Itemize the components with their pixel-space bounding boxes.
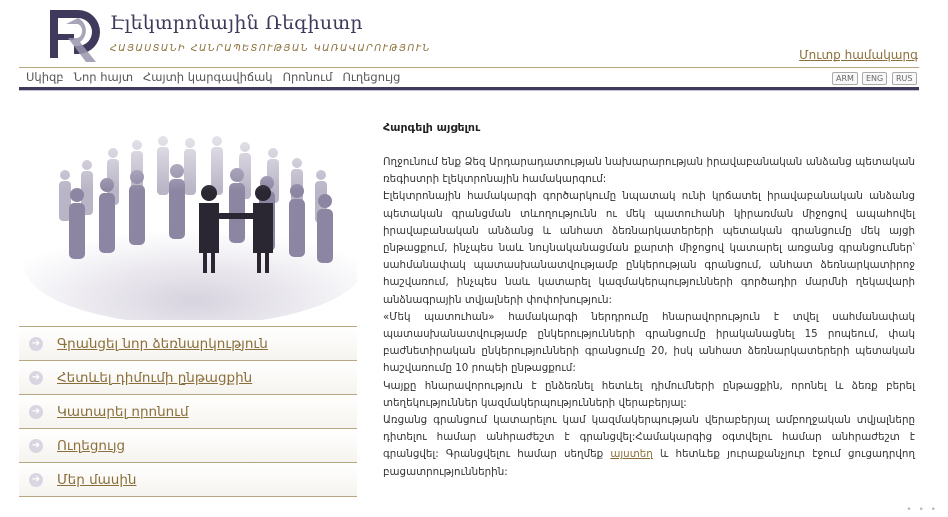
- side-menu-about[interactable]: [19, 463, 357, 497]
- welcome-content: [383, 121, 915, 481]
- side-menu-track-application[interactable]: [19, 361, 357, 395]
- nav-item-search[interactable]: Որոնում: [282, 70, 333, 84]
- site-title: Էլեկտրոնային Ռեգիստր: [110, 12, 363, 34]
- side-menu-label: Գրանցել նոր ձեռնարկություն: [57, 335, 268, 352]
- paragraph-text: Առցանց գրանցում կատարելու կամ կազմակերպության վերաբերյալ ամբողջական տվյալները դիտելու համար անհրաժեշտ է գրանցվել:Համակարգից օգտվելու համար անհրաժեշտ է գրանցվել: Գրանցվելու համար սեղմեք: [383, 414, 915, 461]
- lang-rus-button[interactable]: RUS: [892, 72, 917, 85]
- nav-item-application-status[interactable]: Հայտի կարգավիճակ: [143, 70, 273, 84]
- top-navigation: [26, 70, 410, 84]
- nav-item-new-application[interactable]: Նոր հայտ: [73, 70, 134, 84]
- side-menu-label: Կատարել որոնում: [57, 403, 189, 420]
- side-menu: [19, 326, 357, 497]
- nav-item-guide[interactable]: Ուղեցույց: [342, 70, 401, 84]
- arrow-right-icon: ➜: [29, 405, 43, 419]
- side-menu-search[interactable]: [19, 395, 357, 429]
- welcome-paragraph: [383, 412, 915, 481]
- header-divider: [19, 67, 919, 68]
- welcome-paragraph: «Մեկ պատուհան» համակարգի ներդրումը հնարավորություն է տվել սահմանափակ պատասխանատվությամբ ընկերությունների գրանցումը իրականացնել 15 րոպեում, փակ բաժնետիրական ընկերությունների գրանցումը 20, իսկ անհատ ձեռնարկատերերի պետական հաշվառումը 10 րոպեի ընթացքում:: [383, 310, 915, 375]
- decorative-dots: • • •: [906, 505, 938, 515]
- lang-arm-button[interactable]: ARM: [832, 72, 858, 85]
- welcome-paragraph: Կայքը հնարավորություն է ընձեռնել հետևել դիմումների ընթացքին, որոնել և ձեռք բերել տեղեկություններ կազմակերպությունների վերաբերյալ:: [383, 379, 915, 409]
- side-menu-guide[interactable]: [19, 429, 357, 463]
- welcome-heading: Հարգելի այցելու: [383, 121, 481, 134]
- welcome-paragraph: Ողջունում ենք Ձեզ Արդարադատության նախարարության իրավաբանական անձանց պետական ռեգիստրի էլեկտրոնային համակարգում:: [383, 156, 915, 186]
- er-logo-icon: [44, 6, 100, 62]
- nav-divider-light: [19, 90, 919, 91]
- register-here-link[interactable]: այստեղ: [610, 448, 653, 461]
- side-menu-register-company[interactable]: [19, 326, 357, 361]
- nav-item-home[interactable]: Սկիզբ: [26, 70, 64, 84]
- arrow-right-icon: ➜: [29, 473, 43, 487]
- arrow-right-icon: ➜: [29, 439, 43, 453]
- site-subtitle: ՀԱՅԱՍՏԱՆԻ ՀԱՆՐԱՊԵՏՈՒԹՅԱՆ ԿԱՌԱՎԱՐՈՒԹՅՈՒՆ: [110, 43, 431, 54]
- side-menu-label: Հետևել դիմումի ընթացքին: [57, 369, 253, 386]
- business-people-illustration: [19, 105, 357, 320]
- side-menu-label: Ուղեցույց: [57, 437, 126, 454]
- arrow-right-icon: ➜: [29, 371, 43, 385]
- welcome-paragraph: Էլեկտրոնային համակարգի գործարկումը նպատակ ունի կրճատել իրավաբանական անձանց պետական գրանցման տևողությունն ու մեկ պատուհանի կիրառման միջոցով ապահովել իրավաբանական անձանց և անհատ ձեռնարկատերերի պետական գրանցումը մեկ այցի ընթացքում, ինչպես նաև նույնականացման քարտի միջոցով կատարել առցանց գրանցումներ՝ սահմանափակ պատասխանատվությամբ ընկերության գրանցում, անհատ ձեռնարկատիրոջ հաշվառում, ինչպես նաև կատարել կազմակերպությունների գործադիր մարմնի ղեկավարի անձնագրային տվյալների փոփոխություն:: [383, 190, 915, 306]
- login-link[interactable]: Մուտք համակարգ: [799, 48, 918, 62]
- lang-eng-button[interactable]: ENG: [862, 72, 887, 85]
- side-menu-label: Մեր մասին: [57, 471, 137, 488]
- arrow-right-icon: ➜: [29, 337, 43, 351]
- paragraph-text: և հետևեք յուրաքանչյուր էջում ցուցադրվող բացատրություններին:: [383, 448, 915, 478]
